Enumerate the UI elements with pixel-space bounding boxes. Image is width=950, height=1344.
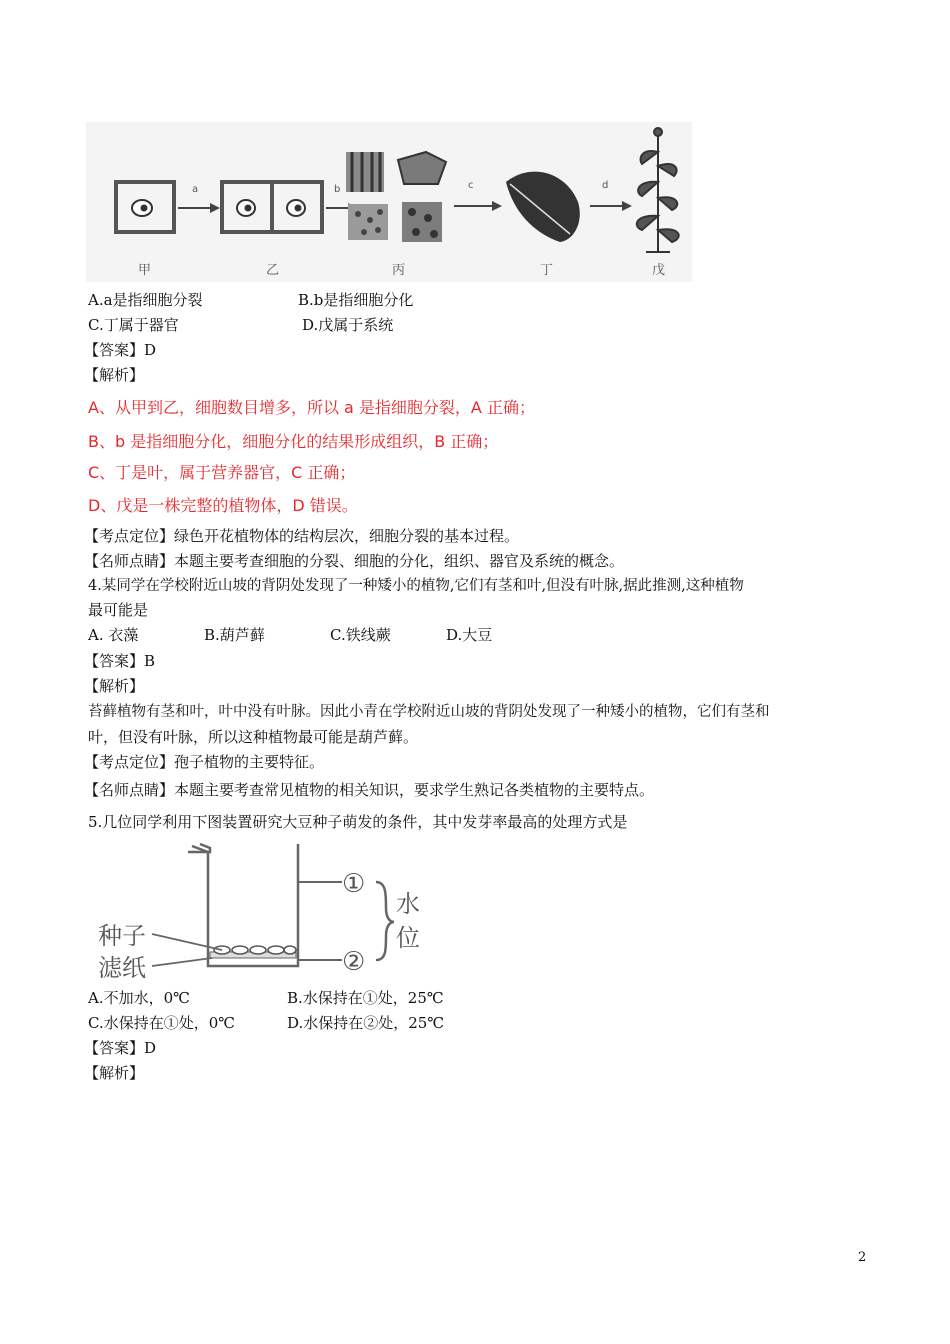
seed-germination-figure xyxy=(88,838,428,986)
q5-option-c: C.水保持在①处，0℃ xyxy=(88,1014,236,1032)
q3-kaodian: 【考点定位】绿色开花植物体的结构层次，细胞分裂的基本过程。 xyxy=(84,527,520,545)
q4-option-c: C.铁线蕨 xyxy=(330,626,391,644)
q5-option-d: D.水保持在②处，25℃ xyxy=(287,1014,445,1032)
q4-mingshi: 【名师点睛】本题主要考查常见植物的相关知识，要求学生熟记各类植物的主要特点。 xyxy=(84,781,655,799)
q3-analysis-line-4: D、戊是一株完整的植物体，D 错误。 xyxy=(88,496,358,515)
q3-analysis-label: 【解析】 xyxy=(84,366,145,384)
q3-option-d: D.戊属于系统 xyxy=(302,316,394,334)
q3-mingshi: 【名师点睛】本题主要考查细胞的分裂、细胞的分化，组织、器官及系统的概念。 xyxy=(84,552,625,570)
q3-option-b: B.b是指细胞分化 xyxy=(298,291,414,309)
q4-analysis-line-1: 苔藓植物有茎和叶，叶中没有叶脉。因此小青在学校附近山坡的背阴处发现了一种矮小的植物，它们有茎和 xyxy=(88,704,770,720)
q4-option-d: D.大豆 xyxy=(446,626,493,644)
q3-analysis-line-3: C、丁是叶，属于营养器官，C 正确； xyxy=(88,463,356,482)
arrow-label-d: d xyxy=(602,180,609,191)
q3-option-c: C.丁属于器官 xyxy=(88,316,179,334)
water-level-2-label: ② xyxy=(342,947,366,977)
filter-paper-label: 滤纸 xyxy=(98,954,146,982)
q5-option-b: B.水保持在①处，25℃ xyxy=(287,989,444,1007)
q4-option-a: A. 衣藻 xyxy=(88,626,139,644)
arrow-label-a: a xyxy=(192,184,199,195)
q3-analysis-line-2: B、b 是指细胞分化，细胞分化的结果形成组织，B 正确； xyxy=(88,432,499,451)
q5-option-a: A.不加水，0℃ xyxy=(88,989,190,1007)
brace xyxy=(376,882,394,960)
q4-analysis-line-2: 叶，但没有叶脉，所以这种植物最可能是葫芦藓。 xyxy=(88,728,419,746)
page-number: 2 xyxy=(858,1250,867,1265)
stage-label-jia: 甲 xyxy=(138,263,152,278)
q4-option-b: B.葫芦藓 xyxy=(204,626,265,644)
plant-structure-figure xyxy=(86,122,692,282)
water-level-label: 水位 xyxy=(396,890,420,952)
q4-kaodian: 【考点定位】孢子植物的主要特征。 xyxy=(84,753,325,771)
stage-label-wu: 戊 xyxy=(652,263,666,278)
arrow-label-c: c xyxy=(468,180,474,191)
stage-label-bing: 丙 xyxy=(392,263,406,278)
q3-answer: 【答案】D xyxy=(84,341,157,359)
q4-analysis-label: 【解析】 xyxy=(84,677,145,695)
q5-analysis-label: 【解析】 xyxy=(84,1064,145,1082)
q5-answer: 【答案】D xyxy=(84,1039,157,1057)
stage-label-yi: 乙 xyxy=(266,263,280,278)
q4-answer: 【答案】B xyxy=(84,652,156,670)
q4-stem-line-2: 最可能是 xyxy=(88,601,149,619)
q5-stem: 5.几位同学利用下图装置研究大豆种子萌发的条件，其中发芽率最高的处理方式是 xyxy=(88,813,628,831)
seed-label: 种子 xyxy=(98,922,146,950)
q4-stem-line-1: 4.某同学在学校附近山坡的背阴处发现了一种矮小的植物,它们有茎和叶,但没有叶脉,据此推测,这种植物 xyxy=(88,578,744,594)
stage-label-ding: 丁 xyxy=(540,263,554,278)
q3-option-a: A.a是指细胞分裂 xyxy=(88,291,203,309)
arrow-label-b: b xyxy=(334,184,341,195)
water-level-1-label: ① xyxy=(342,869,366,899)
q3-analysis-line-1: A、从甲到乙，细胞数目增多，所以 a 是指细胞分裂，A 正确； xyxy=(88,398,535,417)
